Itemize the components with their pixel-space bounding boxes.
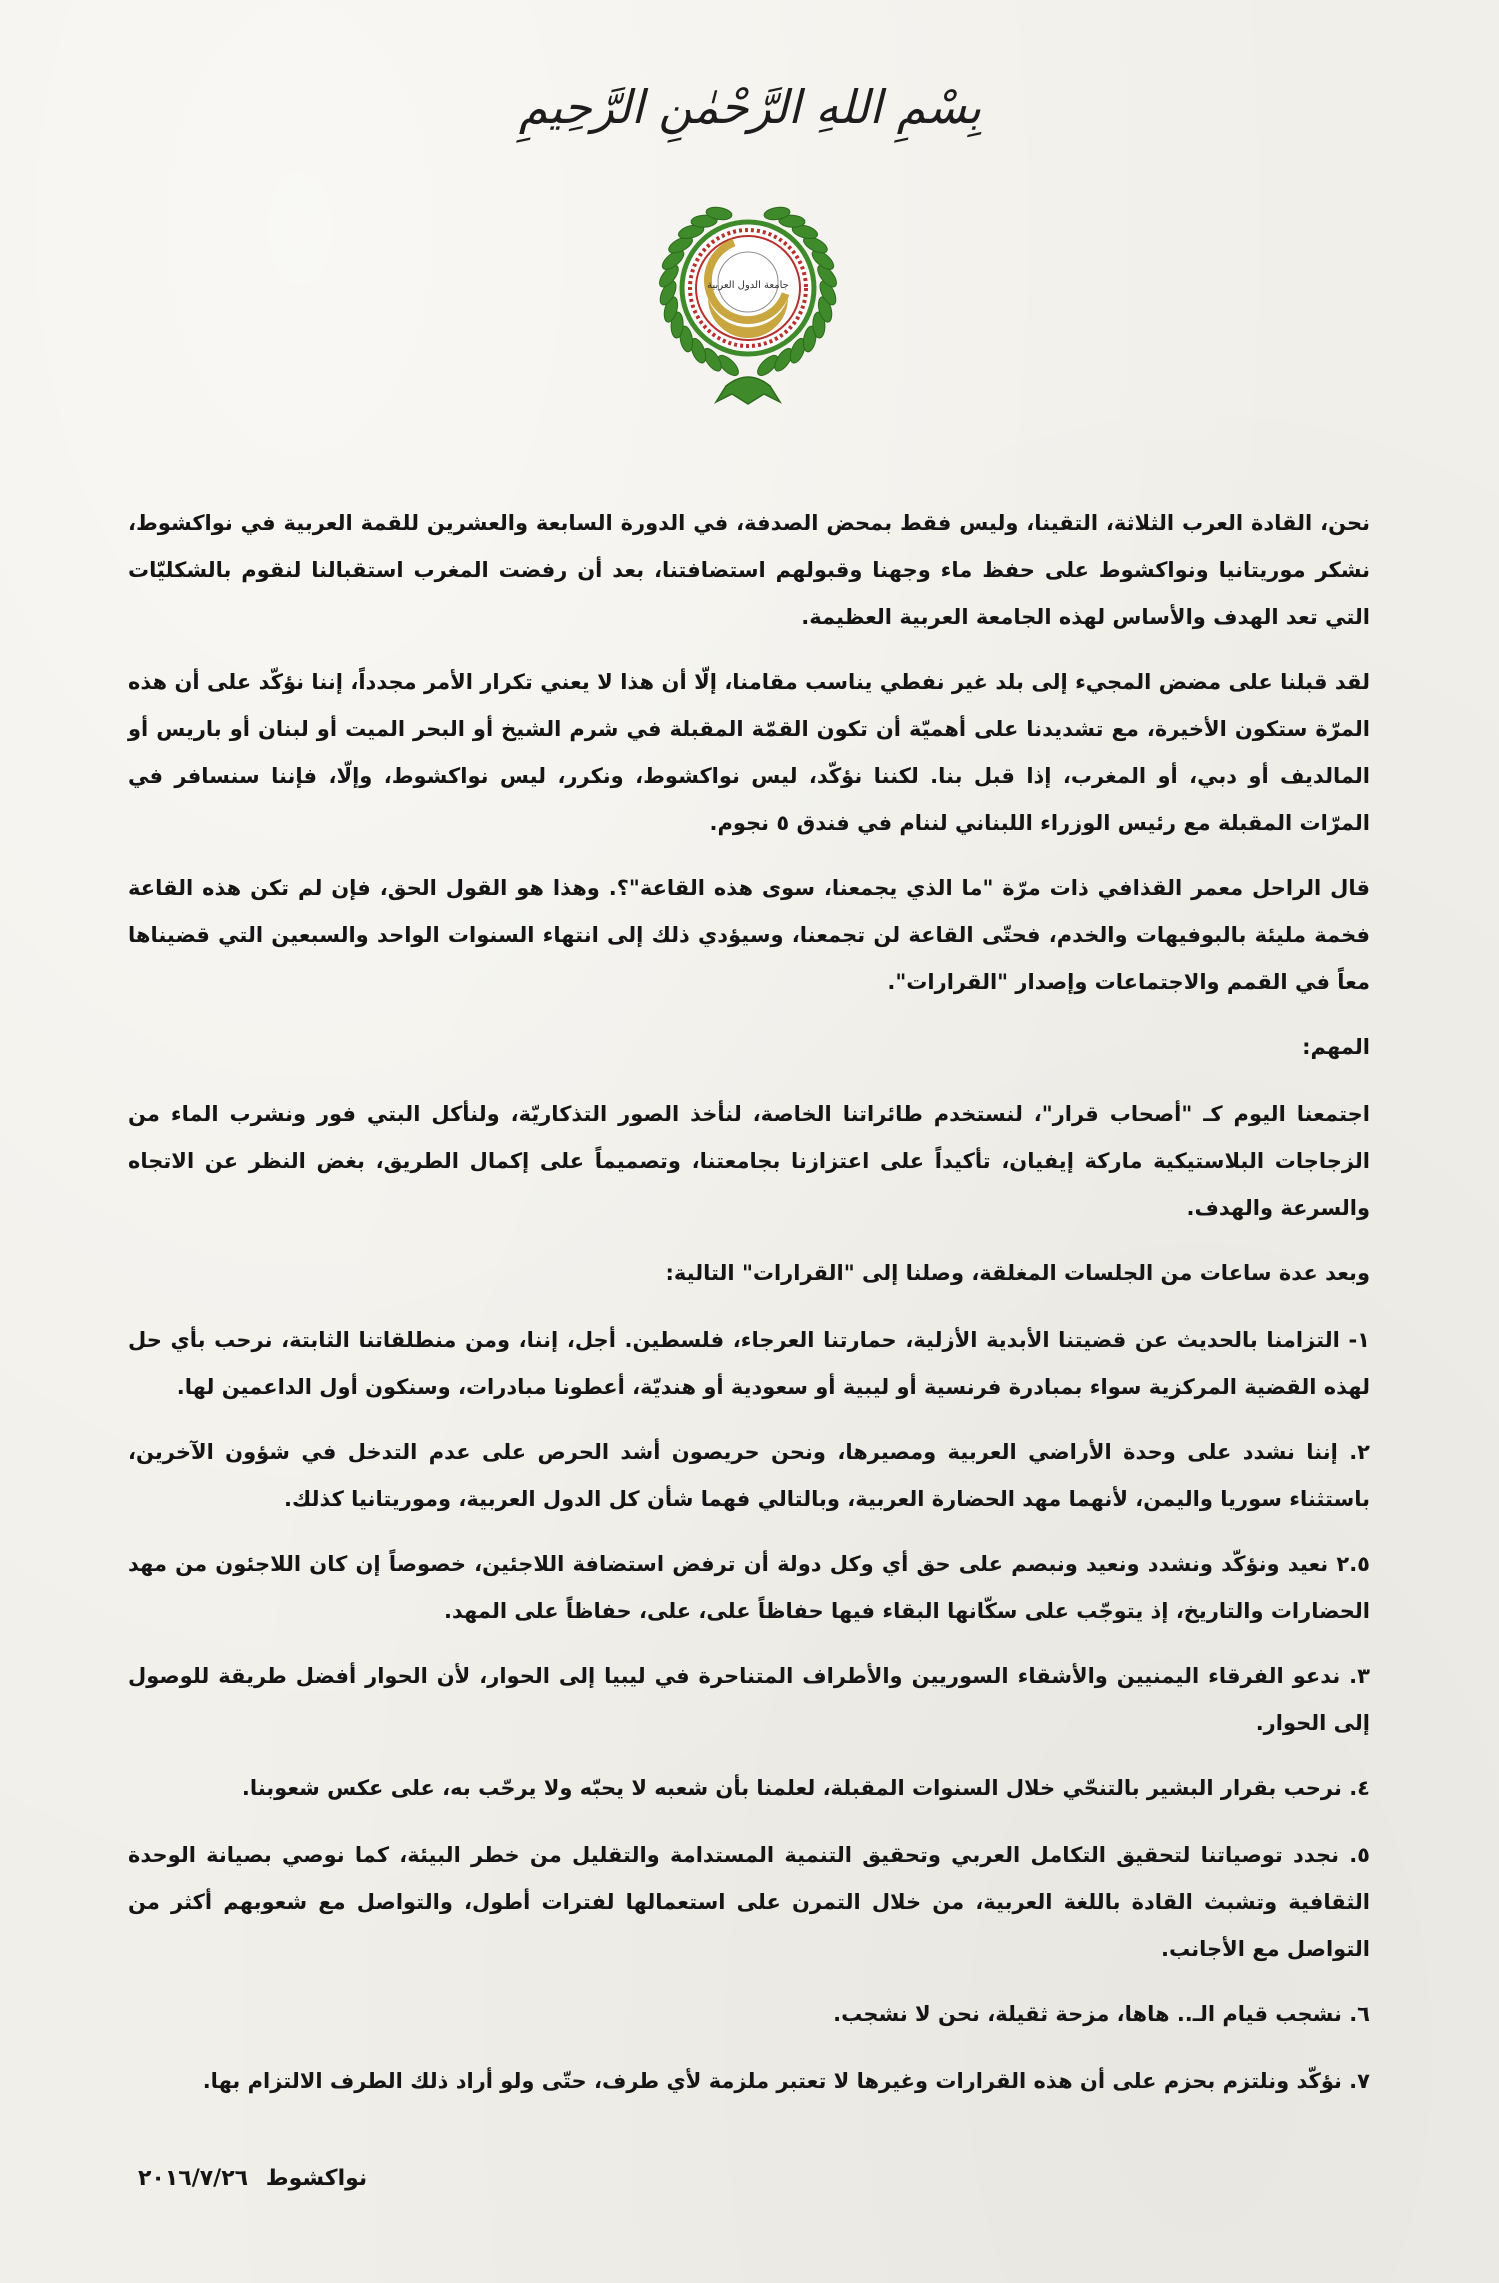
document-body xyxy=(128,500,1370,2125)
resolution-item: ٣. ندعو الفرقاء اليمنيين والأشقاء السوريين والأطراف المتناحرة في ليبيا إلى الحوار، لأن الحوار أفضل طريقة للوصول إلى الحوار. xyxy=(128,1664,1370,1735)
footer-place: نواكشوط xyxy=(265,2166,368,2191)
resolution-item: ١- التزامنا بالحديث عن قضيتنا الأبدية الأزلية، حمارتنا العرجاء، فلسطين. أجل، إننا، ومن منطلقاتنا الثابتة، نرحب بأي حل لهذه القضية المركزية سواء بمبادرة فرنسية أو ليبية أو سعودية أو هنديّة، أعطونا مبادرات، وسنكون أول الداعمين لها. xyxy=(128,1328,1370,1399)
paragraph: نحن، القادة العرب الثلاثة، التقينا، وليس فقط بمحض الصدفة، في الدورة السابعة والعشرين للقمة العربية في نواكشوط، نشكر موريتانيا ونواكشوط على حفظ ماء وجهنا وقبولهم استضافتنا، بعد أن رفضت المغرب استقبالنا لنقوم بالشكليّات التي تعد الهدف والأساس لهذه الجامعة العربية العظيمة. xyxy=(128,511,1370,629)
paragraph: قال الراحل معمر القذافي ذات مرّة "ما الذي يجمعنا، سوى هذه القاعة"؟. وهذا هو القول الحق، فإن لم تكن هذه القاعة فخمة مليئة بالبوفيهات والخدم، فحتّى القاعة لن تجمعنا، وسيؤدي ذلك إلى انتهاء السنوات الواحد والسبعين التي قضيناها معاً في القمم والاجتماعات وإصدار "القرارات". xyxy=(128,876,1370,994)
paragraph: المهم: xyxy=(1302,1035,1370,1059)
document-footer xyxy=(128,2166,367,2191)
resolution-item: ٥. نجدد توصياتنا لتحقيق التكامل العربي وتحقيق التنمية المستدامة والتقليل من خطر البيئة، كما نوصي بصيانة الوحدة الثقافية وتشبث القادة باللغة العربية، من خلال التمرن على استعمالها لفترات أطول، والتواصل مع شعوبهم أكثر من التواصل مع الأجانب. xyxy=(128,1843,1370,1961)
paragraph: وبعد عدة ساعات من الجلسات المغلقة، وصلنا إلى "القرارات" التالية: xyxy=(665,1261,1370,1285)
paragraph: لقد قبلنا على مضض المجيء إلى بلد غير نفطي يناسب مقامنا، إلّا أن هذا لا يعني تكرار الأمر مجدداً، إننا نؤكّد على أن هذه المرّة ستكون الأخيرة، مع تشديدنا على أهميّة أن تكون القمّة المقبلة في شرم الشيخ أو البحر الميت أو لبنان أو باريس أو المالديف أو دبي، أو المغرب، إذا قبل بنا. لكننا نؤكّد، ليس نواكشوط، ونكرر، ليس نواكشوط، وإلّا، فإننا سنسافر في المرّات المقبلة مع رئيس الوزراء اللبناني لننام في فندق ٥ نجوم. xyxy=(128,670,1370,835)
resolution-item: ٧. نؤكّد ونلتزم بحزم على أن هذه القرارات وغيرها لا تعتبر ملزمة لأي طرف، حتّى ولو أراد ذلك الطرف الالتزام بها. xyxy=(202,2069,1370,2093)
resolution-item: ٤. نرحب بقرار البشير بالتنحّي خلال السنوات المقبلة، لعلمنا بأن شعبه لا يحبّه ولا يرحّب به، على عكس شعوبنا. xyxy=(241,1776,1370,1800)
arab-league-emblem-icon xyxy=(648,190,848,410)
resolution-item: ٢. إننا نشدد على وحدة الأراضي العربية ومصيرها، ونحن حريصون أشد الحرص على عدم التدخل في شؤون الآخرين، باستثناء سوريا واليمن، لأنهما مهد الحضارة العربية، وبالتالي فهما شأن كل الدول العربية، وموريتانيا كذلك. xyxy=(128,1440,1370,1511)
resolution-item: ٦. نشجب قيام الـ.. هاها، مزحة ثقيلة، نحن لا نشجب. xyxy=(833,2002,1370,2026)
resolution-item: ٢.٥ نعيد ونؤكّد ونشدد ونعيد ونبصم على حق أي وكل دولة أن ترفض استضافة اللاجئين، خصوصاً إن كان اللاجئون من مهد الحضارات والتاريخ، إذ يتوجّب على سكّانها البقاء فيها حفاظاً على، على، حفاظاً على المهد. xyxy=(128,1552,1370,1623)
footer-date: ٢٠١٦/٧/٢٦ xyxy=(138,2166,249,2191)
basmala-calligraphy: بِسْمِ اللهِ الرَّحْمٰنِ الرَّحِيمِ xyxy=(518,80,982,134)
emblem-text: جامعة الدول العربية xyxy=(707,280,789,291)
paragraph: اجتمعنا اليوم كـ "أصحاب قرار"، لنستخدم طائراتنا الخاصة، لنأخذ الصور التذكاريّة، ولنأكل البتي فور ونشرب الماء من الزجاجات البلاستيكية ماركة إيفيان، تأكيداً على اعتزازنا بجامعتنا، وتصميماً على إكمال الطريق، بغض النظر عن الاتجاه والسرعة والهدف. xyxy=(128,1102,1370,1220)
